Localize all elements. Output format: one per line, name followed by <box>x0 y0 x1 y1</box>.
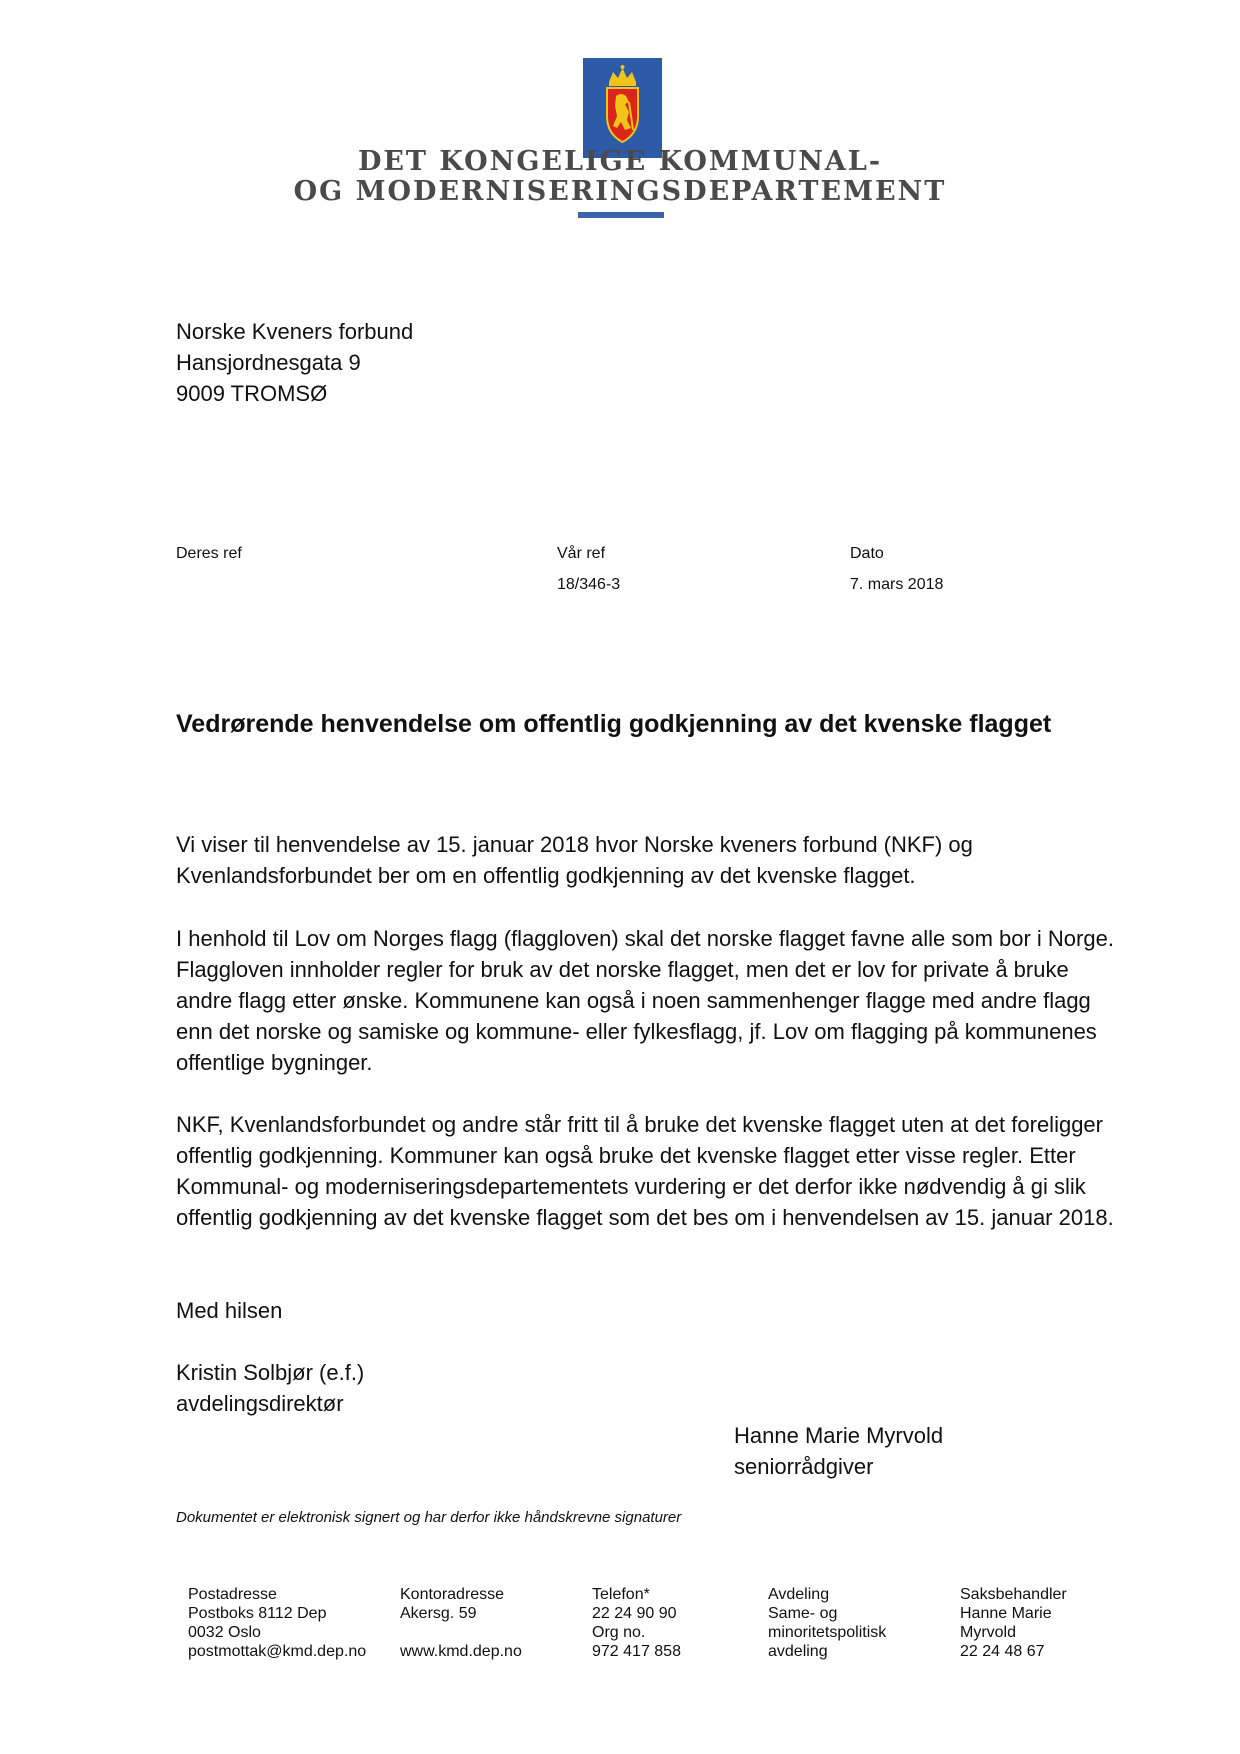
deres-ref-label: Deres ref <box>176 545 242 562</box>
footer-caseworker-name-1: Hanne Marie <box>960 1605 1052 1622</box>
footer-department-line-2: minoritetspolitisk <box>768 1624 887 1641</box>
signer-1-title: avdelingsdirektør <box>176 1391 344 1416</box>
body-paragraph-3: NKF, Kvenlandsforbundet og andre står fritt til å bruke det kvenske flagget uten at det foreligger offentlig godkjenning. Kommuner kan også bruke det kvenske flagget etter visse regler. Etter Kommunal- og moderniseringsdepartementets vurdering er det derfor ikke nødvendig å gi slik offentlig godkjenning av det kvenske flagget som det bes om i henvendelsen av 15. januar 2018. <box>176 1112 1114 1230</box>
footer-office-column <box>400 1585 522 1661</box>
footer-caseworker-name-2: Myrvold <box>960 1624 1017 1641</box>
footer-department-line-1: Same- og <box>768 1605 838 1622</box>
recipient-name: Norske Kveners forbund <box>176 319 414 344</box>
body-paragraph-2: I henhold til Lov om Norges flagg (flaggloven) skal det norske flagget favne alle som bor i Norge. Flaggloven innholder regler for bruk av det norske flagget, men det er lov for private å bruke andre flagg etter ønske. Kommunene kan også i noen sammenhenger flagge med andre flagg enn det norske og samiske og kommune- eller fylkesflagg, jf. Lov om flagging på kommunenes offentlige bygninger. <box>176 926 1114 1075</box>
letterhead-line-1: DET KONGELIGE KOMMUNAL- <box>357 146 883 177</box>
footer-caseworker-column <box>960 1585 1067 1661</box>
footer-phone-heading: Telefon* <box>592 1586 650 1603</box>
signer-2 <box>734 1420 943 1482</box>
electronic-signature-note: Dokumentet er elektronisk signert og har derfor ikke håndskrevne signaturer <box>176 1509 682 1526</box>
footer-caseworker-phone: 22 24 48 67 <box>960 1643 1045 1660</box>
recipient-address <box>176 316 413 409</box>
footer-postal-city: 0032 Oslo <box>188 1624 261 1641</box>
body-paragraph-1: Vi viser til henvendelse av 15. januar 2018 hvor Norske kveners forbund (NKF) og Kvenlandsforbundet ber om en offentlig godkjenning av det kvenske flagget. <box>176 832 973 888</box>
footer-caseworker-heading: Saksbehandler <box>960 1586 1067 1603</box>
norwegian-coat-of-arms-icon <box>583 58 662 158</box>
footer-office-heading: Kontoradresse <box>400 1586 505 1603</box>
signer-2-name: Hanne Marie Myrvold <box>734 1423 944 1448</box>
dato-value: 7. mars 2018 <box>850 576 944 593</box>
footer-office-blank <box>400 1623 522 1642</box>
footer-office-street: Akersg. 59 <box>400 1605 477 1622</box>
footer-postal-heading: Postadresse <box>188 1586 277 1603</box>
letterhead-line-2: OG MODERNISERINGSDEPARTEMENT <box>293 176 947 207</box>
signer-1-name: Kristin Solbjør (e.f.) <box>176 1360 365 1385</box>
footer-email: postmottak@kmd.dep.no <box>188 1643 367 1660</box>
recipient-city: 9009 TROMSØ <box>176 381 328 406</box>
footer-org-number: 972 417 858 <box>592 1643 681 1660</box>
footer-phone-number: 22 24 90 90 <box>592 1605 677 1622</box>
footer-postal-column <box>188 1585 366 1661</box>
footer-website: www.kmd.dep.no <box>400 1643 522 1660</box>
footer-postal-box: Postboks 8112 Dep <box>188 1605 327 1622</box>
signer-2-title: seniorrådgiver <box>734 1454 874 1479</box>
dato-label: Dato <box>850 545 884 562</box>
footer-department-column <box>768 1585 886 1661</box>
letter-subject: Vedrørende henvendelse om offentlig godkjenning av det kvenske flagget <box>176 710 1052 738</box>
footer-department-heading: Avdeling <box>768 1586 830 1603</box>
var-ref-label: Vår ref <box>557 545 606 562</box>
footer-phone-column <box>592 1585 681 1661</box>
closing-greeting: Med hilsen <box>176 1298 283 1323</box>
letterhead-underline <box>578 212 664 218</box>
recipient-street: Hansjordnesgata 9 <box>176 350 361 375</box>
var-ref-value: 18/346-3 <box>557 576 621 593</box>
signer-1 <box>176 1357 1126 1419</box>
footer-department-line-3: avdeling <box>768 1643 828 1660</box>
footer-org-label: Org no. <box>592 1624 646 1641</box>
